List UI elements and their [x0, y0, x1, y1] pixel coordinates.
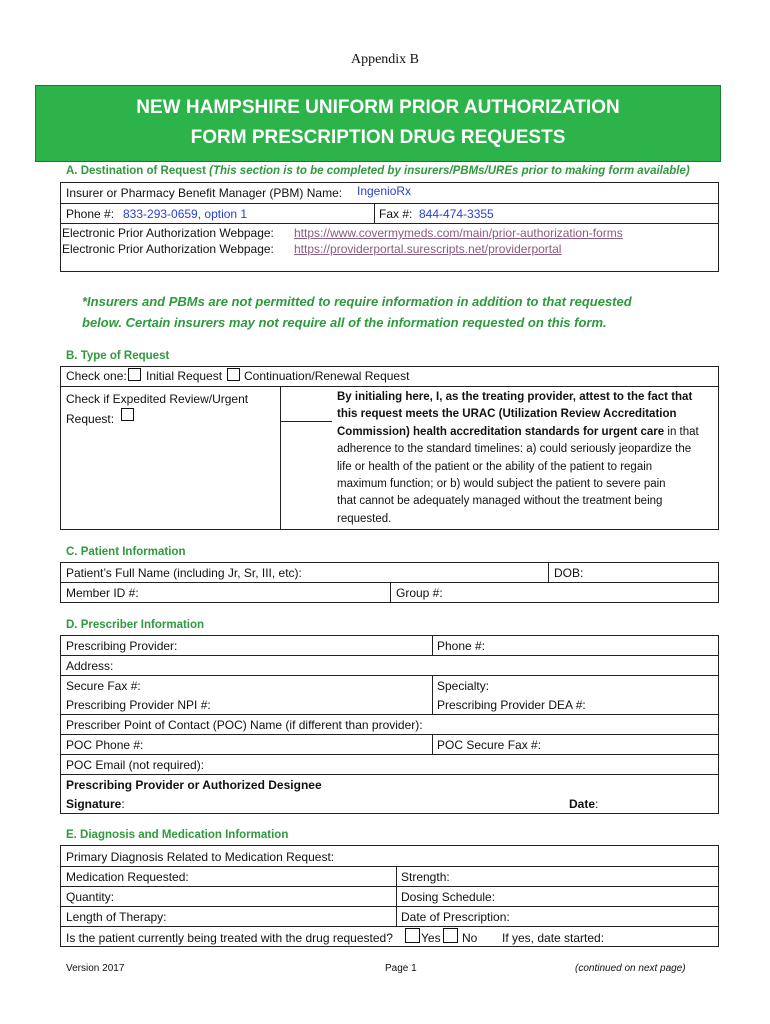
version-label: Version 2017 — [66, 963, 125, 974]
patient-dob-label: DOB: — [554, 566, 584, 580]
dea-label: Prescribing Provider DEA #: — [437, 698, 586, 712]
section-b-heading: B. Type of Request — [66, 350, 170, 362]
insurer-fax-label: Fax #: — [379, 207, 413, 221]
no-label: No — [462, 931, 478, 945]
prescribing-provider-label: Prescribing Provider: — [66, 639, 178, 653]
medication-requested-label: Medication Requested: — [66, 870, 189, 884]
signature-label: Signature: — [66, 797, 125, 811]
quantity-label: Quantity: — [66, 890, 115, 904]
poc-name-label: Prescriber Point of Contact (POC) Name (if different than provider): — [66, 718, 423, 732]
expedited-label-2: Request: — [66, 412, 115, 426]
form-title-banner — [35, 85, 721, 162]
signature-heading: Prescribing Provider or Authorized Designee — [66, 778, 322, 792]
currently-treated-yes-checkbox[interactable] — [405, 928, 420, 943]
page-number: Page 1 — [385, 963, 417, 974]
primary-diagnosis-label: Primary Diagnosis Related to Medication Request: — [66, 850, 335, 864]
poc-fax-label: POC Secure Fax #: — [437, 738, 542, 752]
currently-treated-no-checkbox[interactable] — [443, 928, 458, 943]
section-a-note: (This section is to be completed by insurers/PBMs/UREs prior to making form available) — [209, 165, 690, 177]
continuation-request-label: Continuation/Renewal Request — [244, 369, 410, 383]
secure-fax-label: Secure Fax #: — [66, 679, 141, 693]
form-title-line-2: FORM PRESCRIPTION DRUG REQUESTS — [190, 127, 566, 148]
attestation-text: By initialing here, I, as the treating provider, attest to the fact that this request meets the URAC (Utilization Review Accreditation Commission) health accreditation standards for urgent care in that adherence to the standard timelines: a) could seriously jeopardize the life or health of the patient or the ability of the patient to regain maximum function; or b) would subject the patient to severe pain that cannot be adequately managed without the treatment being requested. — [337, 391, 699, 525]
signature-date-label: Date: — [569, 797, 599, 811]
form-title-line-1: NEW HAMPSHIRE UNIFORM PRIOR AUTHORIZATION — [136, 97, 620, 118]
appendix-label: Appendix B — [350, 52, 420, 67]
epa-webpage-link-2[interactable]: https://providerportal.surescripts.net/providerportal — [294, 242, 562, 256]
epa-webpage-label-1: Electronic Prior Authorization Webpage: — [62, 226, 274, 240]
dosing-schedule-label: Dosing Schedule: — [401, 890, 496, 904]
poc-phone-label: POC Phone #: — [66, 738, 144, 752]
insurer-name-value[interactable]: IngenioRx — [357, 184, 412, 198]
specialty-label: Specialty: — [437, 679, 490, 693]
check-one-label: Check one: — [66, 369, 127, 383]
section-d-heading: D. Prescriber Information — [66, 619, 205, 631]
initial-request-label: Initial Request — [146, 369, 223, 383]
epa-webpage-link-1[interactable]: https://www.covermymeds.com/main/prior-authorization-forms — [294, 226, 623, 240]
continued-note: (continued on next page) — [575, 963, 686, 974]
member-id-label: Member ID #: — [66, 586, 139, 600]
insurer-phone-value[interactable]: 833-293-0659, option 1 — [123, 207, 248, 221]
yes-label: Yes — [421, 931, 441, 945]
date-of-prescription-label: Date of Prescription: — [401, 910, 510, 924]
insurer-name-label: Insurer or Pharmacy Benefit Manager (PBM) Name: — [66, 186, 343, 200]
continuation-request-checkbox[interactable] — [227, 368, 240, 381]
insurer-warning: *Insurers and PBMs are not permitted to require information in addition to that requested below. Certain insurers may not require all of the information requested on this form. — [82, 294, 632, 330]
poc-email-label: POC Email (not required): — [66, 758, 205, 772]
section-c-heading: C. Patient Information — [66, 546, 186, 558]
length-of-therapy-label: Length of Therapy: — [66, 910, 167, 924]
group-label: Group #: — [396, 586, 443, 600]
patient-full-name-label: Patient’s Full Name (including Jr, Sr, III, etc): — [66, 566, 302, 580]
insurer-fax-value[interactable]: 844-474-3355 — [419, 207, 494, 221]
expedited-label-1: Check if Expedited Review/Urgent — [66, 392, 249, 406]
prescriber-phone-label: Phone #: — [437, 639, 486, 653]
epa-webpage-label-2: Electronic Prior Authorization Webpage: — [62, 242, 274, 256]
currently-treated-question: Is the patient currently being treated with the drug requested? — [66, 931, 393, 945]
section-a-heading: A. Destination of Request (This section is to be completed by insurers/PBMs/UREs prior to making form available) — [66, 165, 690, 177]
npi-label: Prescribing Provider NPI #: — [66, 698, 211, 712]
initial-here-line[interactable] — [280, 421, 332, 422]
initial-request-checkbox[interactable] — [128, 368, 141, 381]
insurer-phone-label: Phone #: — [66, 207, 115, 221]
prescriber-address-label: Address: — [66, 659, 114, 673]
date-started-label: If yes, date started: — [502, 931, 605, 945]
section-e-heading: E. Diagnosis and Medication Information — [66, 829, 289, 841]
strength-label: Strength: — [401, 870, 450, 884]
expedited-checkbox[interactable] — [121, 408, 134, 421]
